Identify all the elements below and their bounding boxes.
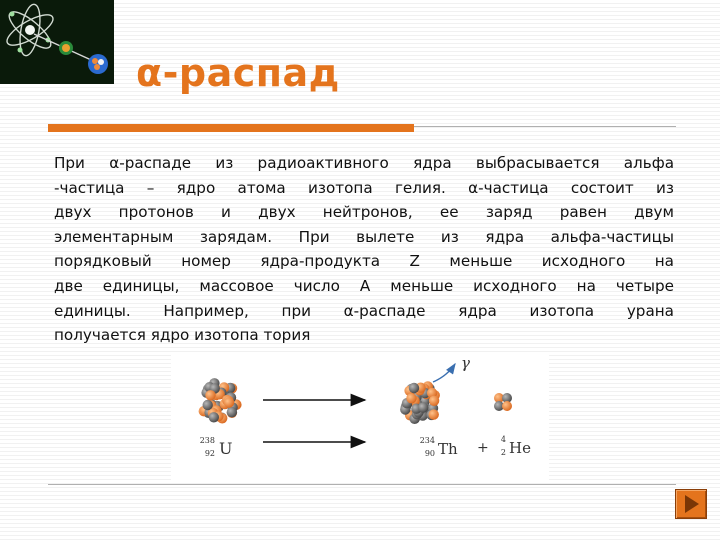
nucleon bbox=[406, 393, 416, 403]
uranium-atomic-number: 92 bbox=[204, 449, 215, 458]
uranium-symbol: U bbox=[219, 439, 233, 458]
thorium-mass-number: 234 bbox=[419, 436, 435, 445]
gamma-ray-arrow bbox=[433, 364, 455, 382]
alpha-decay-figure bbox=[171, 352, 549, 480]
uranium-nucleus bbox=[199, 378, 242, 423]
paragraph-line: двух протонов и двух нейтронов, ее заряд равен двум bbox=[54, 203, 674, 222]
nucleon bbox=[224, 397, 234, 407]
nucleon bbox=[409, 383, 419, 393]
next-slide-button[interactable] bbox=[675, 489, 707, 519]
nucleon bbox=[418, 402, 428, 412]
paragraph-line: -частица – ядро атома изотопа гелия. α-частица состоит из bbox=[54, 178, 674, 197]
paragraph-line: две единицы, массовое число А меньше исходного на четыре bbox=[54, 276, 674, 295]
description-paragraph bbox=[54, 151, 674, 348]
paragraph-line: единицы. Например, при α-распаде ядра изотопа урана bbox=[54, 301, 674, 320]
nucleon bbox=[502, 401, 512, 411]
thorium-atomic-number: 90 bbox=[424, 449, 435, 458]
title-underline-thin bbox=[414, 126, 676, 127]
nucleon bbox=[429, 409, 439, 419]
uranium-mass-number: 238 bbox=[199, 436, 215, 445]
slide-title: α-распад bbox=[136, 51, 340, 95]
helium-mass-number: 4 bbox=[500, 435, 506, 444]
helium-nucleus bbox=[494, 393, 512, 411]
paragraph-line: элементарным зарядам. При вылете из ядра альфа-частицы bbox=[54, 227, 674, 246]
nucleon bbox=[429, 396, 439, 406]
footer-divider bbox=[48, 484, 676, 485]
plus-sign: + bbox=[477, 440, 489, 456]
title-underline-accent bbox=[48, 124, 414, 132]
nucleon bbox=[205, 390, 215, 400]
paragraph-line: получается ядро изотопа тория bbox=[54, 326, 311, 345]
play-right-icon bbox=[676, 490, 706, 518]
helium-symbol: He bbox=[509, 439, 531, 457]
thorium-symbol: Th bbox=[438, 440, 458, 458]
nucleon bbox=[203, 400, 213, 410]
atom-logo bbox=[0, 0, 114, 84]
paragraph-line: При α-распаде из радиоактивного ядра выбрасывается альфа bbox=[54, 154, 674, 172]
thorium-nucleus bbox=[400, 381, 440, 424]
nucleon bbox=[209, 412, 219, 422]
gamma-label: γ bbox=[461, 354, 470, 372]
nucleon bbox=[227, 407, 237, 417]
paragraph-line: порядковый номер ядра-продукта Z меньше исходного на bbox=[54, 252, 674, 271]
helium-atomic-number: 2 bbox=[500, 448, 506, 457]
